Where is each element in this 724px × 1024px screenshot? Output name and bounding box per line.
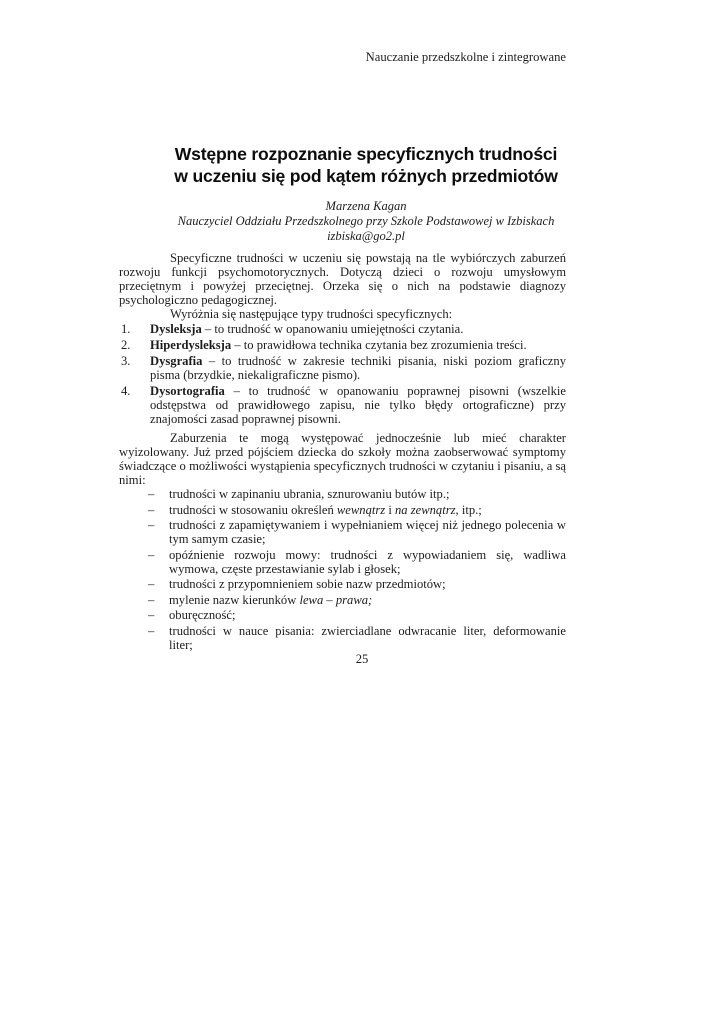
difficulty-type-item-4	[119, 384, 566, 426]
symptom-text-segment: mylenie nazw kierunków	[169, 592, 300, 607]
symptom-text-segment: , itp.;	[455, 502, 482, 517]
symptom-item-6	[119, 593, 566, 607]
difficulty-term: Dysgrafia	[150, 354, 203, 368]
difficulty-types-list	[119, 322, 566, 426]
symptom-item-8	[119, 624, 566, 652]
item-text	[150, 338, 527, 352]
article-body	[119, 251, 566, 653]
symptom-text-segment: trudności z zapamiętywaniem i wypełnianiem więcej niż jednego polecenia w tym samym czasie;	[169, 518, 566, 546]
item-number: 3.	[121, 354, 131, 368]
symptom-item-3	[119, 518, 566, 546]
symptom-text	[169, 608, 235, 622]
author-block	[119, 199, 613, 243]
author-name: Marzena Kagan	[325, 199, 407, 213]
dash-bullet: –	[148, 592, 155, 607]
difficulty-type-item-3	[119, 354, 566, 382]
symptom-item-2	[119, 503, 566, 517]
article-title-line1: Wstępne rozpoznanie specyficznych trudności	[174, 144, 558, 164]
difficulty-term: Hiperdysleksja	[150, 338, 232, 352]
dash-bullet: –	[148, 547, 155, 562]
intro-paragraph: Specyficzne trudności w uczeniu się powstają na tle wybiórczych zaburzeń rozwoju funkcji psychomotorycznych. Dotyczą dzieci o rozwoju umysłowym przeciętnym i powyżej przeciętnej. Orzeka się o nich na podstawie diagnozy psychologiczno pedagogicznej.	[119, 251, 566, 307]
dash-bullet: –	[148, 623, 155, 638]
difficulty-term: Dysortografia	[150, 384, 225, 398]
types-lead-paragraph: Wyróżnia się następujące typy trudności specyficznych:	[170, 307, 453, 321]
page-number: 25	[355, 652, 369, 666]
item-text	[150, 322, 463, 336]
dash-bullet: –	[148, 577, 155, 591]
item-text	[150, 384, 566, 426]
symptom-text	[169, 593, 372, 607]
symptoms-list	[119, 487, 566, 652]
symptom-text-segment: opóźnienie rozwoju mowy: trudności z wypowiadaniem się, wadliwa wymowa, częste przestawianie sylab i głosek;	[169, 547, 566, 576]
dash-bullet: –	[148, 518, 155, 532]
symptom-text-segment: i	[385, 502, 395, 517]
symptom-text-segment: trudności w stosowaniu określeń	[169, 502, 337, 517]
difficulty-term: Dysleksja	[150, 322, 202, 336]
symptom-text-italic: wewnątrz	[336, 502, 386, 517]
symptom-text-italic: na zewnątrz	[395, 502, 456, 517]
difficulty-description: – to trudność w opanowaniu umiejętności czytania.	[201, 322, 464, 336]
symptom-item-1	[119, 487, 566, 501]
symptom-text-segment: trudności w nauce pisania: zwierciadlane odwracanie liter, deformowanie liter;	[169, 623, 566, 652]
symptom-text	[169, 624, 566, 652]
symptom-item-4	[119, 548, 566, 576]
item-number: 4.	[121, 384, 131, 398]
dash-bullet: –	[148, 487, 155, 501]
article-title	[119, 143, 613, 187]
symptom-text-segment: oburęczność;	[169, 608, 236, 622]
dash-bullet: –	[148, 502, 155, 517]
symptom-text	[169, 487, 450, 501]
symptom-text	[169, 577, 446, 591]
item-number: 1.	[121, 322, 131, 336]
author-affiliation: Nauczyciel Oddziału Przedszkolnego przy Szkole Podstawowej w Izbiskach	[177, 213, 555, 228]
item-text	[150, 354, 566, 382]
difficulty-description: – to trudność w zakresie techniki pisania, niski poziom graficzny pisma (brzydkie, niekaligraficzne pismo).	[150, 354, 566, 382]
item-number: 2.	[121, 338, 131, 352]
symptom-item-5	[119, 577, 566, 591]
symptom-text	[169, 503, 482, 517]
difficulty-description: – to trudność w opanowaniu poprawnej pisowni (wszelkie odstępstwa od prawidłowego zapisu, nie tylko błędy ortograficzne) przy znajomości zasad poprawnej pisowni.	[150, 384, 566, 426]
symptom-text	[169, 518, 566, 546]
symptom-item-7	[119, 608, 566, 622]
symptom-text	[169, 548, 566, 576]
difficulty-type-item-1	[119, 322, 566, 336]
dash-bullet: –	[148, 608, 155, 622]
symptoms-lead-paragraph: Zaburzenia te mogą występować jednocześnie lub mieć charakter wyizolowany. Już przed pójściem dziecka do szkoły można zaobserwować symptomy świadczące o możliwości wystąpienia specyficznych trudności w czytaniu i pisaniu, a są nimi:	[119, 431, 566, 487]
symptom-text-segment: trudności z przypomnieniem sobie nazw przedmiotów;	[169, 577, 446, 591]
difficulty-description: – to prawidłowa technika czytania bez zrozumienia treści.	[231, 338, 527, 352]
running-header: Nauczanie przedszkolne i zintegrowane	[365, 50, 566, 64]
symptom-text-segment: trudności w zapinaniu ubrania, sznurowaniu butów itp.;	[169, 487, 450, 501]
article-title-line2: w uczeniu się pod kątem różnych przedmiotów	[174, 166, 558, 186]
difficulty-type-item-2	[119, 338, 566, 352]
symptom-text-italic: lewa – prawa;	[299, 592, 373, 607]
author-email: izbiska@go2.pl	[327, 228, 405, 243]
